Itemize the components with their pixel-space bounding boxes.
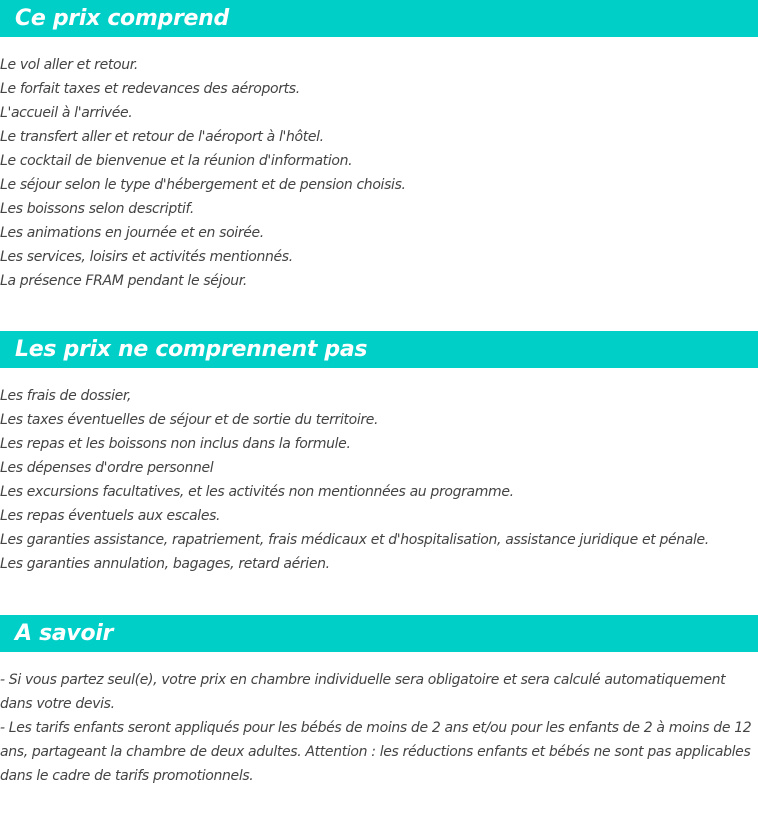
excluded-list: [0, 384, 758, 576]
included-list: [0, 53, 758, 293]
list-item: Le vol aller et retour.: [0, 57, 138, 73]
excluded-header: [0, 331, 758, 368]
list-item: Les garanties assistance, rapatriement, frais médicaux et d'hospitalisation, assistance juridique et pénale.: [0, 532, 709, 548]
list-item: Le transfert aller et retour de l'aéroport à l'hôtel.: [0, 129, 324, 145]
info-paragraph-child-rates: - Les tarifs enfants seront appliqués pour les bébés de moins de 2 ans et/ou pour les enfants de 2 à moins de 12 ans, partageant la chambre de deux adultes. Attention : les réductions enfants et bébés ne sont pas applicables dans le cadre de tarifs promotionnels.: [0, 720, 752, 784]
info-section: [0, 615, 758, 788]
list-item: Les repas et les boissons non inclus dans la formule.: [0, 436, 351, 452]
included-section: [0, 0, 758, 293]
info-title: A savoir: [15, 621, 114, 646]
list-item: Les animations en journée et en soirée.: [0, 225, 264, 241]
list-item: Le cocktail de bienvenue et la réunion d'information.: [0, 153, 353, 169]
included-header: [0, 0, 758, 37]
info-paragraphs: [0, 668, 758, 788]
list-item: Les garanties annulation, bagages, retard aérien.: [0, 556, 330, 572]
list-item: La présence FRAM pendant le séjour.: [0, 273, 248, 289]
list-item: Les excursions facultatives, et les activités non mentionnées au programme.: [0, 484, 514, 500]
list-item: Les repas éventuels aux escales.: [0, 508, 221, 524]
list-item: Les frais de dossier,: [0, 388, 132, 404]
list-item: Les boissons selon descriptif.: [0, 201, 194, 217]
info-paragraph-single-room: - Si vous partez seul(e), votre prix en chambre individuelle sera obligatoire et sera calculé automatiquement dans votre devis.: [0, 672, 726, 712]
excluded-title: Les prix ne comprennent pas: [15, 337, 368, 362]
list-item: Le séjour selon le type d'hébergement et de pension choisis.: [0, 177, 406, 193]
list-item: Le forfait taxes et redevances des aéroports.: [0, 81, 300, 97]
list-item: Les taxes éventuelles de séjour et de sortie du territoire.: [0, 412, 379, 428]
list-item: Les services, loisirs et activités mentionnés.: [0, 249, 293, 265]
list-item: L'accueil à l'arrivée.: [0, 105, 133, 121]
included-title: Ce prix comprend: [15, 6, 229, 31]
info-header: [0, 615, 758, 652]
list-item: Les dépenses d'ordre personnel: [0, 460, 214, 476]
excluded-section: [0, 331, 758, 576]
